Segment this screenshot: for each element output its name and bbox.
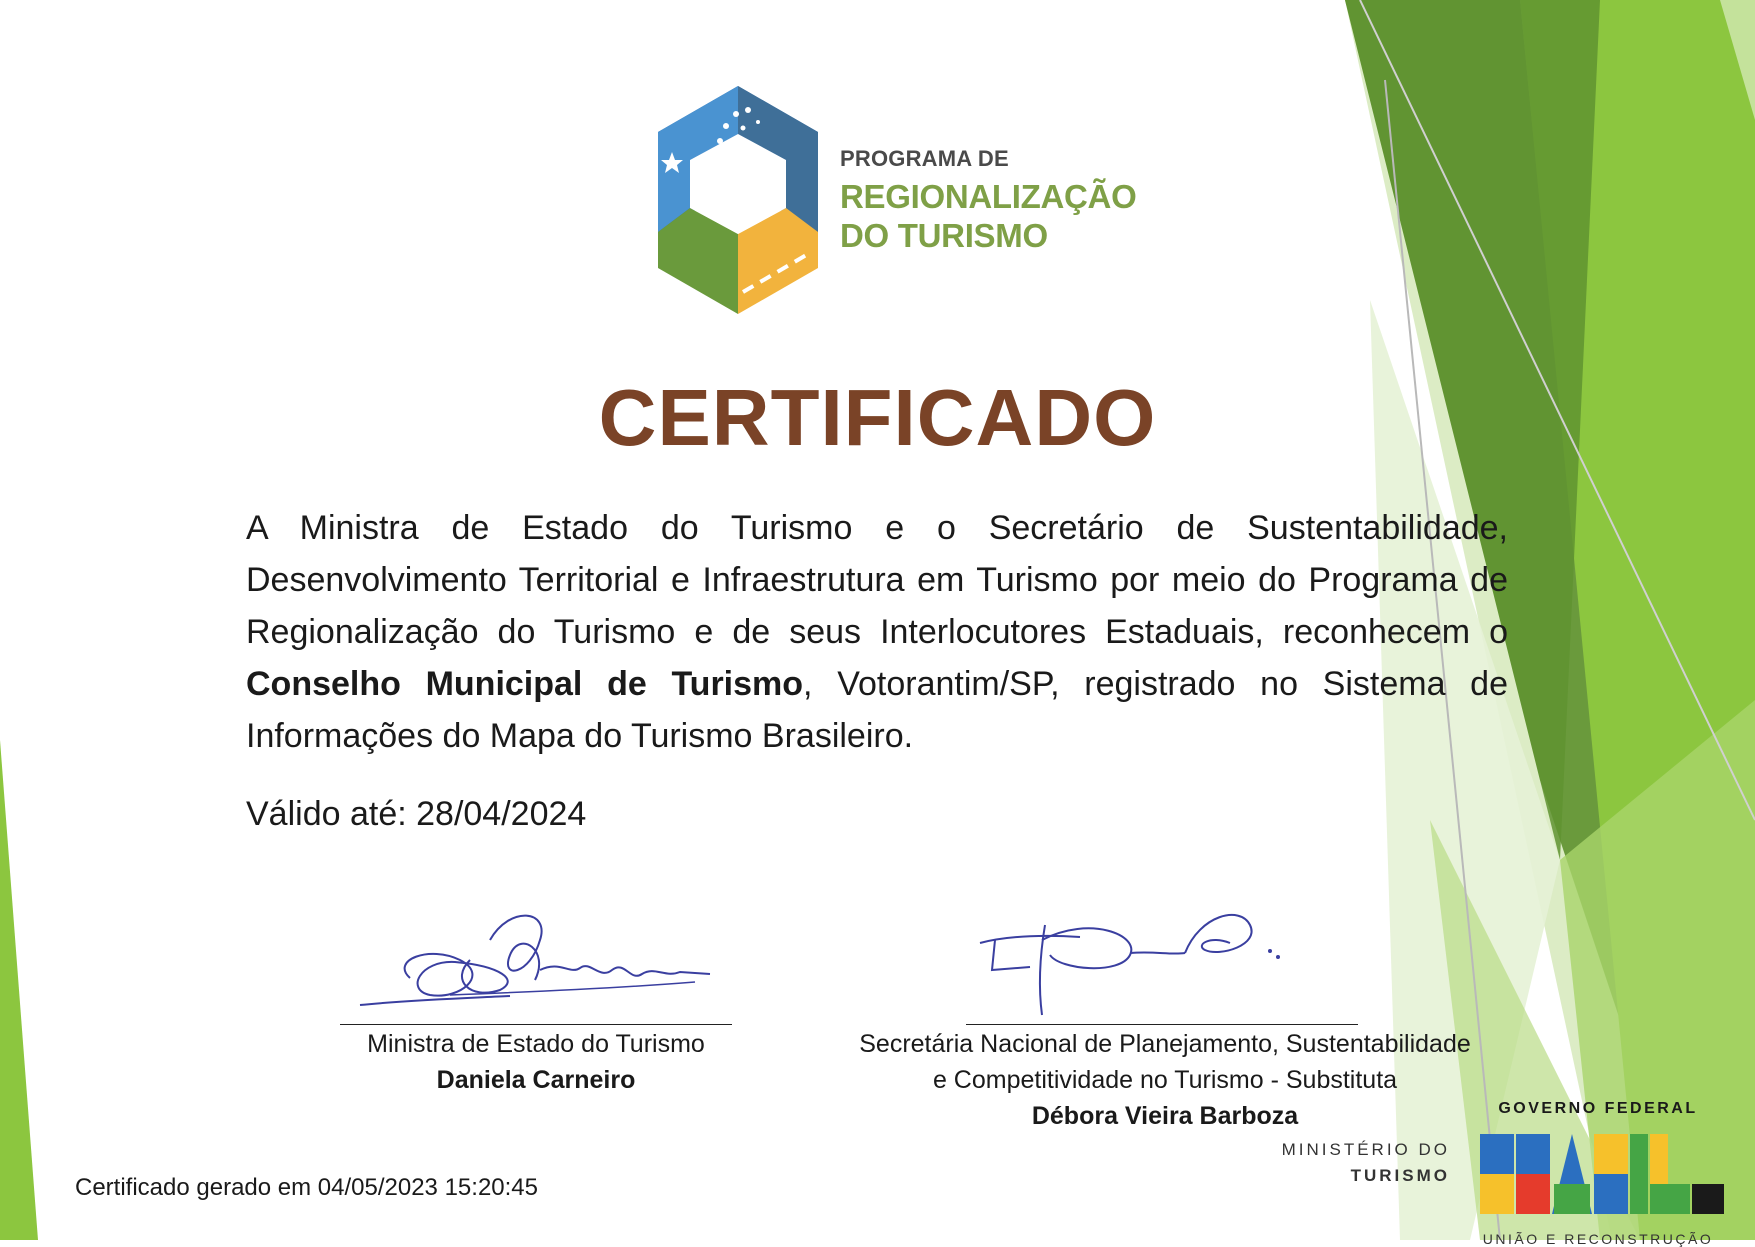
certificate-title: CERTIFICADO — [598, 373, 1157, 462]
signature-2-role-line-1: Secretária Nacional de Planejamento, Sustentabilidade — [859, 1030, 1471, 1058]
logo-line-1: PROGRAMA DE — [840, 146, 1009, 171]
valid-label: Válido até: — [246, 795, 407, 833]
signature-2-role-line-2: e Competitividade no Turismo - Substituta — [932, 1066, 1398, 1094]
logo-wordmark — [840, 148, 1136, 252]
gov-bottom-text: UNIÃO E RECONSTRUÇÃO — [1482, 1231, 1714, 1247]
government-logo — [1480, 1100, 1740, 1247]
signature-1-block — [300, 1026, 772, 1098]
certificate-body — [246, 502, 1508, 762]
ministry-line-1: MINISTÉRIO DO — [1281, 1140, 1450, 1159]
generated-timestamp: Certificado gerado em 04/05/2023 15:20:45 — [75, 1174, 538, 1201]
regionalization-hexagon-icon — [648, 86, 828, 316]
valid-date: 28/04/2024 — [416, 795, 587, 833]
signature-2-name: Débora Vieira Barboza — [1031, 1102, 1299, 1130]
signature-1-line — [340, 1024, 732, 1025]
gov-top-text: GOVERNO FEDERAL — [1498, 1100, 1698, 1117]
signature-1-role: Ministra de Estado do Turismo — [367, 1030, 705, 1058]
recipient-name: Conselho Municipal de Turismo — [246, 665, 804, 703]
logo-line-2: REGIONALIZAÇÃO — [840, 178, 1137, 215]
body-text-part-1: A Ministra de Estado do Turismo e o Secretário de Sustentabilidade, Desenvolvimento Territorial e Infraestrutura em Turismo por meio do Programa de Regionalização do Turismo e de seus Interlocutores Estaduais, reconhecem o — [246, 509, 1508, 651]
signature-2-block — [820, 1026, 1510, 1134]
body-text-part-2: , Votorantim/SP, registrado no Sistema de Informações do Mapa do Turismo Brasileiro. — [246, 665, 1509, 755]
ministry-line-2: TURISMO — [1350, 1166, 1450, 1185]
program-logo — [648, 86, 1137, 316]
signature-2-handwritten — [970, 895, 1330, 1025]
brasil-logo-icon — [1480, 1124, 1730, 1224]
signature-1-handwritten — [350, 900, 720, 1020]
signature-2-line — [966, 1024, 1358, 1025]
signature-1-name: Daniela Carneiro — [436, 1066, 636, 1094]
ministry-logo — [1260, 1140, 1450, 1186]
logo-line-3: DO TURISMO — [840, 217, 1048, 254]
validity — [246, 795, 586, 834]
